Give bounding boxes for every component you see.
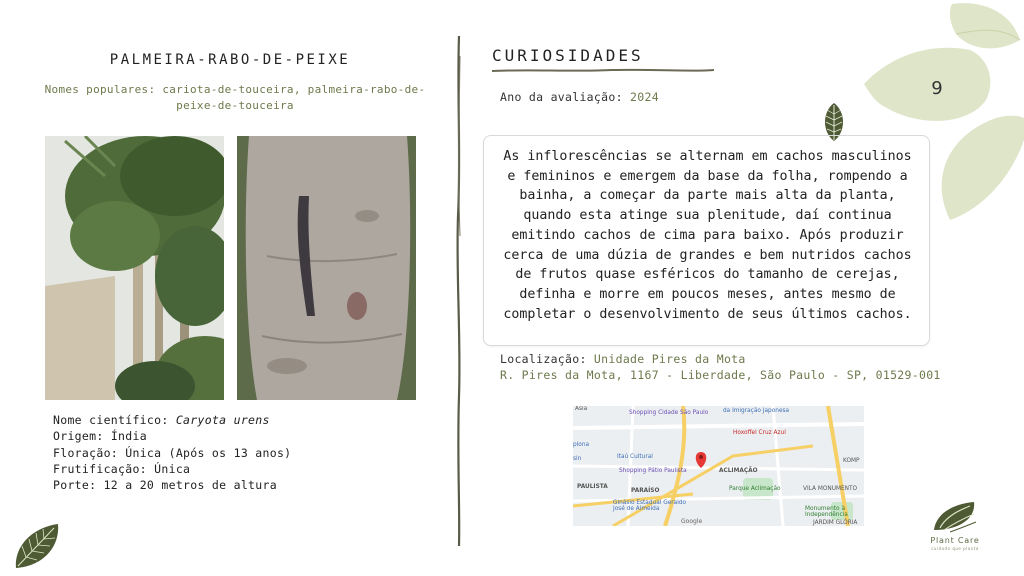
plant-facts: [53, 412, 433, 493]
top-leaf-icon: [950, 3, 1020, 48]
column-divider: [452, 36, 466, 546]
title-underline: [492, 66, 714, 76]
location-label: Localização:: [500, 352, 587, 366]
fact-label: Floração:: [53, 445, 119, 460]
trunk-detail-photo: [237, 136, 416, 400]
page-number: 9: [931, 78, 943, 99]
logo-tagline: cuidado que planta: [931, 546, 979, 551]
fact-origin: [53, 428, 433, 444]
map-label: Parque Aclimação: [729, 486, 781, 492]
location-map[interactable]: [573, 406, 864, 526]
fact-label: Nome científico:: [53, 413, 169, 427]
fact-value: Única (Após os 13 anos): [125, 445, 292, 460]
popular-names-label: Nomes populares:: [44, 83, 156, 96]
fact-label: Origem:: [53, 429, 104, 444]
map-label: Asia: [575, 406, 588, 412]
curiosities-text: As inflorescências se alternam em cachos masculinos e femininos e emergem da base da folha, rompendo a bainha, a começar da parte mais alta da planta, quando esta atinge sua plenitude, daí continua emitindo cachos de cima para baixo. Após produzir cerca de uma dúzia de grandes e bem nutridos cachos de frutos quase esféricos do tamanho de cerejas, definha e morre em poucos meses, antes mesmo de completar o desenvolvimento de seus últimos cachos.: [503, 149, 912, 322]
popular-names-value: cariota-de-touceira, palmeira-rabo-de-peixe-de-touceira: [162, 83, 426, 112]
popular-names: [40, 82, 430, 114]
bottom-leaf-icon: [942, 116, 1024, 220]
evaluation-label: Ano da avaliação:: [500, 90, 623, 104]
map-label: Hoxoffel Cruz Azul: [733, 430, 786, 436]
fact-value: 12 a 20 metros de altura: [103, 478, 277, 493]
fact-value: Caryota urens: [175, 413, 270, 427]
fact-flowering: [53, 445, 433, 461]
map-label: KOMP: [843, 458, 860, 464]
map-label: Shopping Pátio Paulista: [619, 468, 687, 474]
location: [500, 352, 746, 366]
plant-care-logo-icon: [930, 500, 980, 534]
plant-title: PALMEIRA-RABO-DE-PEIXE: [109, 52, 351, 68]
map-label: Monumento à Independência: [805, 506, 848, 518]
fact-value: Índia: [110, 429, 147, 444]
map-label: Ginásio Estadual Geraldo José de Almeida: [613, 500, 687, 512]
fact-label: Frutificação:: [53, 461, 147, 476]
location-value: Unidade Pires da Mota: [593, 352, 746, 366]
bottom-left-leaf-icon: [10, 520, 62, 572]
fact-scientific-name: [53, 412, 433, 428]
address: R. Pires da Mota, 1167 - Liberdade, São Paulo - SP, 01529-001: [500, 368, 941, 382]
fact-value: Única: [154, 461, 191, 476]
map-label: plona: [573, 442, 590, 448]
fact-label: Porte:: [53, 478, 97, 493]
map-label: Google: [681, 518, 703, 525]
map-label: PARAÍSO: [631, 488, 660, 494]
fact-fruiting: [53, 461, 433, 477]
map-label: VILA MONUMENTO: [803, 486, 858, 492]
map-label: Itaú Cultural: [617, 454, 653, 460]
map-label: Shopping Cidade São Paulo: [629, 410, 709, 416]
evaluation-year: [500, 90, 659, 104]
map-label: JARDIM GLÓRIA: [813, 520, 858, 526]
map-label: PAULISTA: [577, 484, 608, 490]
map-label: ACLIMAÇÃO: [719, 468, 758, 474]
palm-tree-photo: [45, 136, 224, 400]
map-label: da Imigração Japonesa: [723, 408, 790, 414]
fact-size: [53, 477, 433, 493]
logo-name: Plant Care: [930, 536, 980, 545]
curiosities-title: CURIOSIDADES: [492, 46, 644, 65]
evaluation-value: 2024: [630, 90, 659, 104]
map-label: sin: [573, 456, 582, 462]
